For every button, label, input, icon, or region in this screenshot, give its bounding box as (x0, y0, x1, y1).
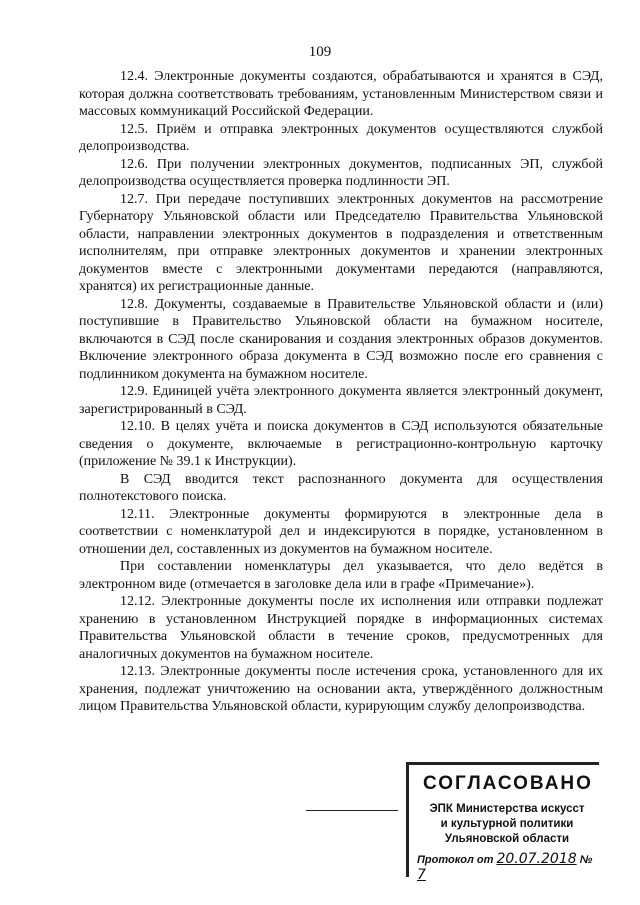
paragraph-12-5: 12.5. Приём и отправка электронных документов осуществляются службой делопроизводства. (79, 121, 603, 154)
approval-stamp (406, 762, 599, 883)
stamp-line-region: Ульяновской области (444, 833, 570, 845)
paragraph-12-10: 12.10. В целях учёта и поиска документов в СЭД используются обязательные сведения о документе, включаемые в регистрационно-контрольную карточку (приложение № 39.1 к Инструкции). (79, 419, 603, 469)
paragraph-12-11: 12.11. Электронные документы формируются в электронные дела в соответствии с номенклатурой дел и индексируются в порядке, установленном в отношении дел, составленных из документов на бумажном носителе. (79, 506, 603, 557)
paragraph-12-9: 12.9. Единицей учёта электронного документа является электронный документ, зарегистрированный в СЭД. (79, 384, 603, 417)
protocol-date: 20.07.2018 (496, 851, 577, 867)
stamp-line-policy: и культурной политики (440, 818, 574, 830)
document-body (79, 68, 603, 716)
stamp-title: СОГЛАСОВАНО (423, 773, 593, 794)
stamp-line-ministry: ЭПК Министерства искусст (429, 803, 585, 815)
signature-line (306, 810, 398, 811)
protocol-label: Протокол от (417, 854, 494, 866)
paragraph-12-11-note: При составлении номенклатуры дел указывается, что дело ведётся в электронном виде (отмечается в заголовке дела или в графе «Примечание»). (79, 559, 603, 592)
page-number: 109 (308, 44, 332, 60)
paragraph-12-4: 12.4. Электронные документы создаются, обрабатываются и хранятся в СЭД, которая должна соответствовать требованиям, установленным Министерством связи и массовых коммуникаций Российской Федерации. (79, 69, 603, 119)
paragraph-12-10-note: В СЭД вводится текст распознанного документа для осуществления полнотекстового поиска. (79, 471, 603, 504)
stamp-protocol (417, 851, 599, 883)
paragraph-12-6: 12.6. При получении электронных документов, подписанных ЭП, службой делопроизводства осуществляется проверка подлинности ЭП. (79, 156, 603, 189)
paragraph-12-13: 12.13. Электронные документы после истечения срока, установленного для их хранения, подлежат уничтожению на основании акта, утверждённого должностным лицом Правительства Ульяновской области, курирующим службу делопроизводства. (79, 664, 603, 714)
paragraph-12-12: 12.12. Электронные документы после их исполнения или отправки подлежат хранению в установленном Инструкцией порядке в информационных системах Правительства Ульяновской области в течение сроков, предусмотренных для аналогичных документов на бумажном носителе. (79, 594, 603, 662)
protocol-number-label: № (579, 854, 593, 866)
paragraph-12-8: 12.8. Документы, создаваемые в Правительстве Ульяновской области и (или) поступившие в Правительство Ульяновской области на бумажном носителе, включаются в СЭД после сканирования и создания электронных образов документов. Включение электронного образа документа в СЭД возможно после его сравнения с подлинником документа на бумажном носителе. (79, 296, 603, 382)
paragraph-12-7: 12.7. При передаче поступивших электронных документов на рассмотрение Губернатору Ульяновской области или Председателю Правительства Ульяновской области, направлении электронных документов в подразделения и ответственным исполнителям, при отправке электронных документов и хранении электронных документов вместе с электронными документами передаются (направляются, хранятся) их регистрационные данные. (79, 191, 603, 294)
protocol-number: 7 (417, 867, 426, 883)
